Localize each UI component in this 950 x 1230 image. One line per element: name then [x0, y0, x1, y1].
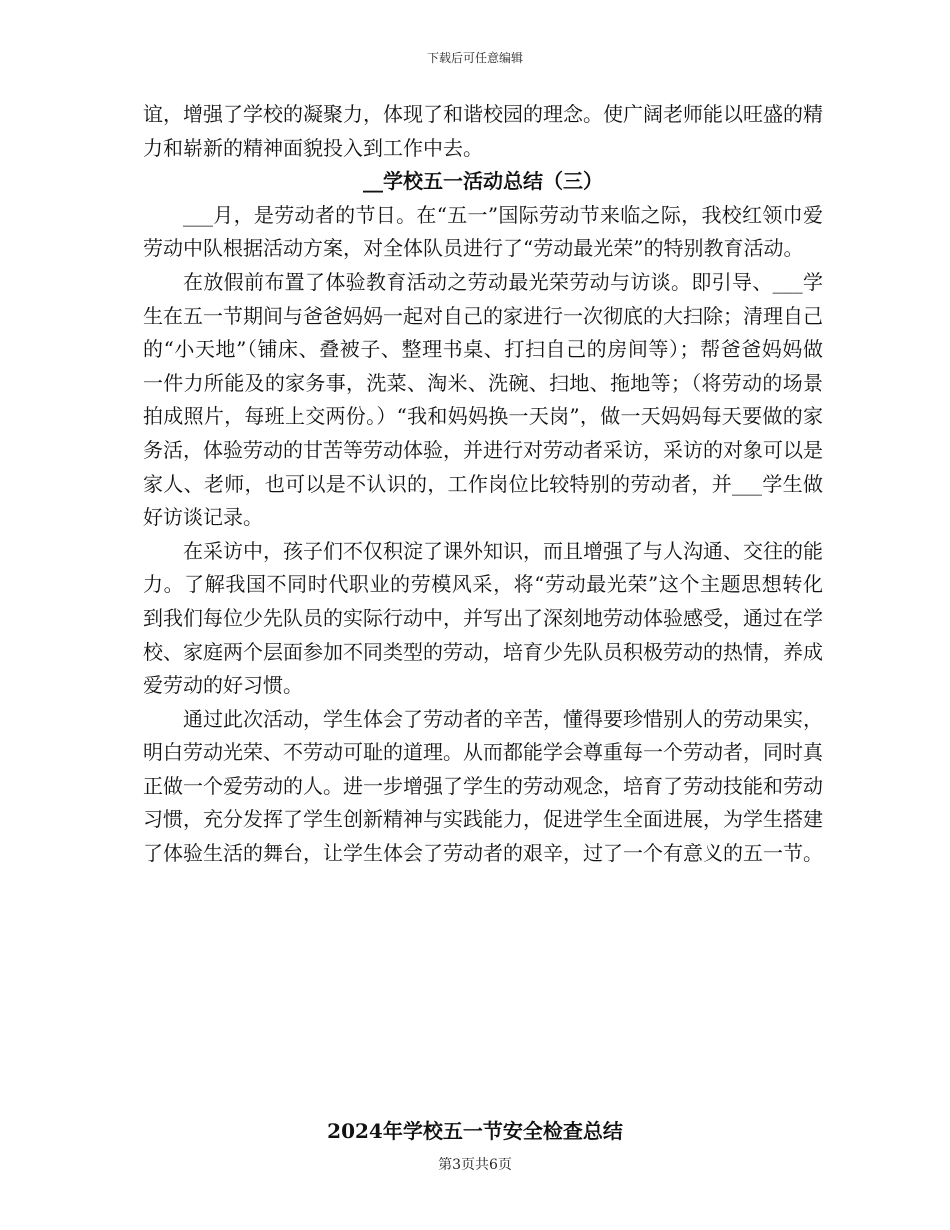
intro-paragraph: 谊，增强了学校的凝聚力，体现了和谐校园的理念。使广阔老师能以旺盛的精力和崭新的精神面貌投入到工作中去。: [143, 102, 823, 160]
document-body: [143, 98, 823, 871]
paragraph-3: 在采访中，孩子们不仅积淀了课外知识，而且增强了与人沟通、交往的能力。了解我国不同时代职业的劳模风采，将“劳动最光荣”这个主题思想转化到我们每位少先队员的实际行动中，并写出了深刻地劳动体验感受，通过在学校、家庭两个层面参加不同类型的劳动，培育少先队员积极劳动的热情，养成爱劳动的好习惯。: [143, 538, 823, 698]
paragraph-1: ___月，是劳动者的节日。在“五一”国际劳动节来临之际，我校红领巾爱劳动中队根据活动方案，对全体队员进行了“劳动最光荣”的特别教育活动。: [143, 202, 823, 261]
paragraph-2: 在放假前布置了体验教育活动之劳动最光荣劳动与访谈。即引导、___学生在五一节期间与爸爸妈妈一起对自己的家进行一次彻底的大扫除；清理自己的“小天地”（铺床、叠被子、整理书桌、打扫自己的房间等）；帮爸爸妈妈做一件力所能及的家务事，洗菜、淘米、洗碗、扫地、拖地等；（将劳动的场景拍成照片，每班上交两份。）“我和妈妈换一天岗”，做一天妈妈每天要做的家务活，体验劳动的甘苦等劳动体验，并进行对劳动者采访，采访的对象可以是家人、老师，也可以是不认识的，工作岗位比较特别的劳动者，并___学生做好访谈记录。: [143, 269, 823, 530]
next-section-title: 2024年学校五一节安全检查总结: [327, 1119, 623, 1143]
section-title: __学校五一活动总结（三）: [363, 169, 603, 194]
page-header-note: 下载后可任意编辑: [426, 51, 523, 65]
page-number: 第3页共6页: [438, 1157, 512, 1173]
paragraph-4: 通过此次活动，学生体会了劳动者的辛苦，懂得要珍惜别人的劳动果实，明白劳动光荣、不劳动可耻的道理。从而都能学会尊重每一个劳动者，同时真正做一个爱劳动的人。进一步增强了学生的劳动观念，培育了劳动技能和劳动习惯，充分发挥了学生创新精神与实践能力，促进学生全面进展，为学生搭建了体验生活的舞台，让学生体会了劳动者的艰辛，过了一个有意义的五一节。: [143, 706, 823, 866]
